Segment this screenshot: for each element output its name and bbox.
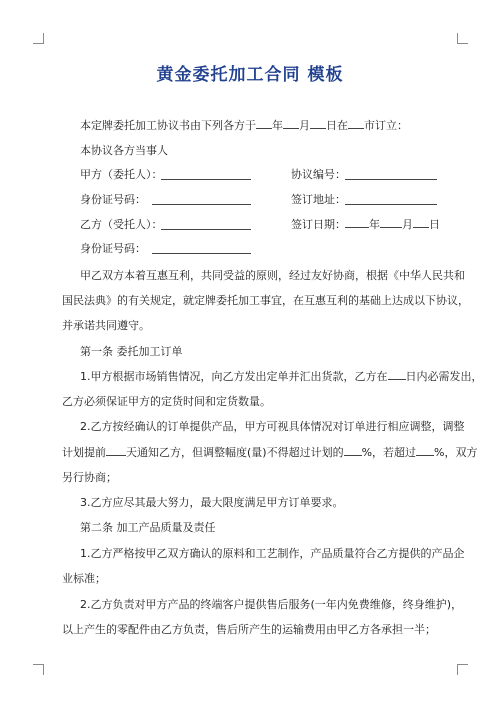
article-1-heading: 第一条 委托加工订单	[80, 345, 183, 358]
blank-days[interactable]	[388, 369, 406, 380]
party-b-label: 乙方（受托人）：	[80, 218, 163, 231]
a1-item1-line2: 乙方必须保证甲方的定货时间和定货数量。	[62, 395, 271, 408]
a1-item2-text-1: 计划提前	[62, 446, 106, 459]
a1-item2-text-2: 天通知乙方，但调整幅度(量)不得超过计划的	[126, 446, 344, 459]
id-field-a[interactable]	[152, 204, 251, 205]
blank-city[interactable]	[348, 118, 364, 129]
parties-heading: 本协议各方当事人	[80, 144, 168, 157]
sign-date-month: 月	[402, 218, 413, 231]
sign-place-field[interactable]	[345, 204, 437, 205]
crop-mark-top-left	[33, 33, 44, 44]
a1-item1-line1	[80, 368, 483, 384]
intro-text-4: 日在	[326, 119, 348, 132]
crop-mark-top-right	[457, 33, 468, 44]
a1-item2-text-4: %，双方	[434, 446, 478, 459]
a1-item1-text-1: 1.甲方根据市场销售情况，向乙方发出定单并汇出货款，乙方在	[80, 370, 388, 383]
preamble-line-3: 并承诺共同遵守。	[62, 319, 150, 332]
a1-item2-line1: 2.乙方按经确认的订单提供产品，甲方可视具体情况对订单进行相应调整，调整	[80, 420, 465, 433]
agreement-no-field[interactable]	[345, 179, 437, 180]
intro-text-1: 本定牌委托加工协议书由下列各方于	[80, 119, 256, 132]
sign-date-label: 签订日期：	[291, 218, 346, 231]
blank-percent-1[interactable]	[344, 445, 362, 456]
article-2-heading: 第二条 加工产品质量及责任	[80, 521, 216, 534]
intro-text-3: 月	[299, 119, 310, 132]
a2-item2-line1: 2.乙方负责对甲方产品的终端客户提供售后服务(一年内免费维修，终身维护)，	[80, 598, 463, 611]
intro-line	[80, 117, 408, 133]
a2-item1-line2: 业标准；	[62, 572, 106, 585]
document-title: 黄金委托加工合同 模板	[156, 65, 344, 85]
sign-date-year: 年	[369, 218, 380, 231]
sign-date-day: 日	[429, 218, 440, 231]
a1-item2-line2	[62, 444, 478, 460]
blank-percent-2[interactable]	[416, 445, 434, 456]
agreement-no-label: 协议编号：	[291, 168, 346, 181]
party-a-field[interactable]	[161, 179, 251, 180]
blank-sign-day[interactable]	[413, 217, 429, 228]
sign-place-label: 签订地址：	[291, 193, 346, 206]
id-field-b[interactable]	[152, 253, 251, 254]
blank-month[interactable]	[283, 118, 299, 129]
id-label-a: 身份证号码：	[80, 193, 146, 206]
blank-year[interactable]	[256, 118, 272, 129]
intro-text-2: 年	[272, 119, 283, 132]
a2-item1-line1: 1.乙方严格按甲乙双方确认的原料和工艺制作，产品质量符合乙方提供的产品企	[80, 547, 465, 560]
preamble-line-2: 国民法典》的有关规定，就定牌委托加工事宜，在互惠互利的基础上达成以下协议，	[62, 294, 469, 307]
a1-item2-text-3: %，若超过	[361, 446, 417, 459]
sign-date-field	[345, 216, 440, 232]
blank-sign-month[interactable]	[380, 217, 402, 228]
a2-item2-line2: 以上产生的零配件由乙方负责，售后所产生的运输费用由甲乙方各承担一半；	[62, 623, 436, 636]
crop-mark-bottom-left	[33, 664, 44, 675]
blank-sign-year[interactable]	[345, 217, 369, 228]
blank-day[interactable]	[310, 118, 326, 129]
preamble-line-1: 甲乙双方本着互惠互利，共同受益的原则，经过友好协商，根据《中华人民共和	[80, 269, 465, 282]
a1-item3: 3.乙方应尽其最大努力，最大限度满足甲方订单要求。	[80, 496, 344, 509]
blank-notice-days[interactable]	[106, 445, 126, 456]
party-b-field[interactable]	[161, 229, 251, 230]
party-a-label: 甲方（委托人）：	[80, 168, 163, 181]
a1-item2-line3: 另行协商；	[62, 471, 117, 484]
id-label-b: 身份证号码：	[80, 242, 146, 255]
crop-mark-bottom-right	[457, 664, 468, 675]
a1-item1-text-2: 日内必需发出，	[405, 370, 483, 383]
intro-text-5: 市订立：	[364, 119, 408, 132]
